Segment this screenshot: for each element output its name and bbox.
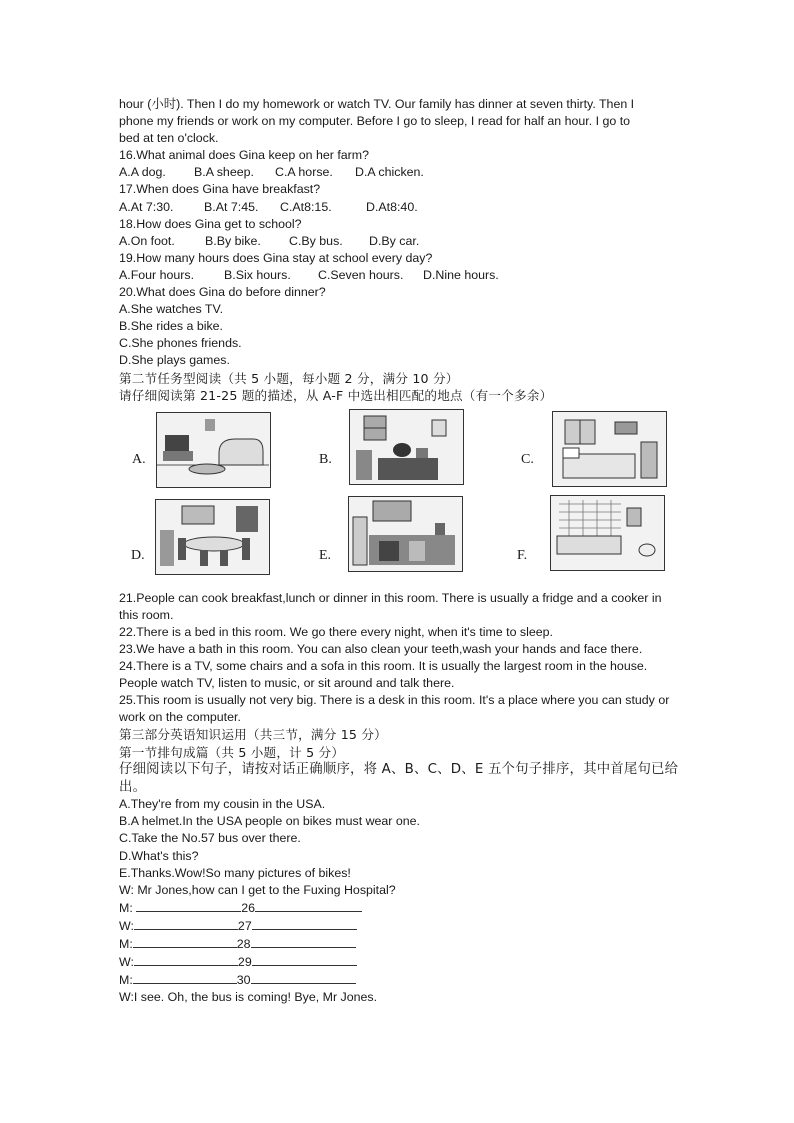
blank-number: 29: [237, 955, 252, 970]
match-item-25: 25.This room is usually not very big. There is a desk in this room. It's a place where you can study or work on the computer.: [119, 693, 670, 725]
answer-line-29: [119, 953, 679, 971]
answer-line-28: [119, 935, 679, 953]
dialog-last-line: W:I see. Oh, the bus is coming! Bye, Mr Jones.: [119, 990, 378, 1005]
option: C.Seven hours.: [318, 267, 404, 282]
options-19: [119, 267, 679, 284]
option: D.By car.: [369, 233, 420, 248]
question-16: 16.What animal does Gina keep on her farm?: [119, 148, 370, 163]
answer-blank[interactable]: [136, 899, 241, 912]
blank-number: 28: [236, 937, 251, 951]
answer-blank[interactable]: [133, 971, 237, 984]
blank-number: 27: [237, 918, 252, 933]
section-title: 第一节排句成篇（共 5 小题，计 5 分）: [119, 744, 345, 760]
bedroom-image: [552, 411, 667, 487]
match-item-22: 22.There is a bed in this room. We go there every night, when it's time to sleep.: [119, 624, 553, 639]
answer-blank[interactable]: [134, 953, 238, 966]
option: C.She phones friends.: [119, 336, 242, 351]
answer-blank[interactable]: [134, 917, 238, 930]
picture-label: D.: [131, 547, 145, 563]
picture-label: B.: [319, 451, 332, 467]
passage-line: hour (小时). Then I do my homework or watch TV. Our family has dinner at seven thirty. Then I: [119, 97, 635, 111]
sentence-option: D.What's this?: [119, 848, 199, 863]
answer-blank[interactable]: [251, 971, 356, 984]
option: C.A horse.: [275, 165, 333, 180]
answer-line-26: [119, 899, 679, 917]
speaker: M:: [119, 973, 133, 988]
worksheet-page: [119, 96, 679, 1006]
option: D.Nine hours.: [423, 267, 499, 282]
option: A.A dog.: [119, 165, 166, 180]
picture-label: C.: [521, 451, 534, 467]
section-instruction: 请仔细阅读第 21-25 题的描述，从 A-F 中选出相匹配的地点（有一个多余）: [119, 388, 553, 403]
answer-blank[interactable]: [133, 935, 237, 948]
answer-blank[interactable]: [255, 899, 362, 912]
option: B.She rides a bike.: [119, 319, 224, 334]
living-room-image: [156, 412, 271, 488]
option: D.At8:40.: [366, 199, 418, 214]
picture-label: F.: [517, 547, 528, 563]
picture-label: E.: [319, 547, 332, 563]
option: A.Four hours.: [119, 267, 195, 282]
option: C.At8:15.: [280, 199, 332, 214]
match-item-24: 24.There is a TV, some chairs and a sofa in this room. It is usually the largest room in the house. People watch TV, listen to music, or sit around and talk there.: [119, 658, 648, 690]
match-item-23: 23.We have a bath in this room. You can also clean your teeth,wash your hands and face there.: [119, 641, 643, 656]
dining-room-image: [155, 499, 270, 575]
sentence-option: A.They're from my cousin in the USA.: [119, 797, 326, 812]
blank-number: 30: [236, 973, 251, 988]
match-item-21: 21.People can cook breakfast,lunch or dinner in this room. There is usually a fridge and a cooker in this room.: [119, 590, 662, 622]
question-20: 20.What does Gina do before dinner?: [119, 285, 326, 300]
sentence-option: C.Take the No.57 bus over there.: [119, 831, 301, 846]
room-pictures: [119, 412, 679, 584]
section-instruction: 仔细阅读以下句子，请按对话正确顺序，将 A、B、C、D、E 五个句子排序，其中首尾句已给: [119, 762, 679, 778]
answer-blank[interactable]: [252, 953, 357, 966]
answer-line-30: [119, 971, 679, 989]
option: A.She watches TV.: [119, 302, 224, 317]
question-18: 18.How does Gina get to school?: [119, 216, 302, 231]
option: B.By bike.: [205, 233, 261, 248]
option: B.A sheep.: [194, 165, 254, 180]
passage-line: phone my friends or work on my computer. Before I go to sleep, I read for half an hour. I go to: [119, 114, 631, 129]
picture-label: A.: [132, 451, 146, 467]
speaker: M:: [119, 900, 137, 915]
option: D.She plays games.: [119, 353, 230, 368]
speaker: W:: [119, 955, 134, 970]
option: B.Six hours.: [224, 267, 291, 282]
bathroom-image: [550, 495, 665, 571]
section-instruction-cont: 出。: [119, 779, 147, 795]
question-17: 17.When does Gina have breakfast?: [119, 182, 321, 197]
option: D.A chicken.: [355, 165, 424, 180]
question-19: 19.How many hours does Gina stay at school every day?: [119, 250, 433, 265]
passage-line: bed at ten o'clock.: [119, 131, 219, 146]
part-title: 第三部分英语知识运用（共三节，满分 15 分）: [119, 727, 387, 743]
options-18: [119, 233, 679, 250]
sentence-option: B.A helmet.In the USA people on bikes must wear one.: [119, 814, 420, 829]
study-room-image: [349, 409, 464, 485]
answer-blank[interactable]: [252, 917, 357, 930]
option: A.At 7:30.: [119, 199, 174, 214]
dialog-first-line: W: Mr Jones,how can I get to the Fuxing Hospital?: [119, 882, 396, 897]
answer-blank[interactable]: [251, 935, 356, 948]
options-17: [119, 199, 679, 216]
blank-number: 26: [241, 900, 256, 915]
option: B.At 7:45.: [204, 199, 259, 214]
speaker: W:: [119, 918, 134, 933]
kitchen-image: [348, 496, 463, 572]
options-16: [119, 164, 679, 181]
answer-line-27: [119, 917, 679, 935]
sentence-option: E.Thanks.Wow!So many pictures of bikes!: [119, 865, 351, 880]
option: C.By bus.: [289, 233, 343, 248]
option: A.On foot.: [119, 233, 175, 248]
section-title: 第二节任务型阅读（共 5 小题，每小题 2 分，满分 10 分）: [119, 370, 459, 386]
speaker: M:: [119, 937, 133, 951]
